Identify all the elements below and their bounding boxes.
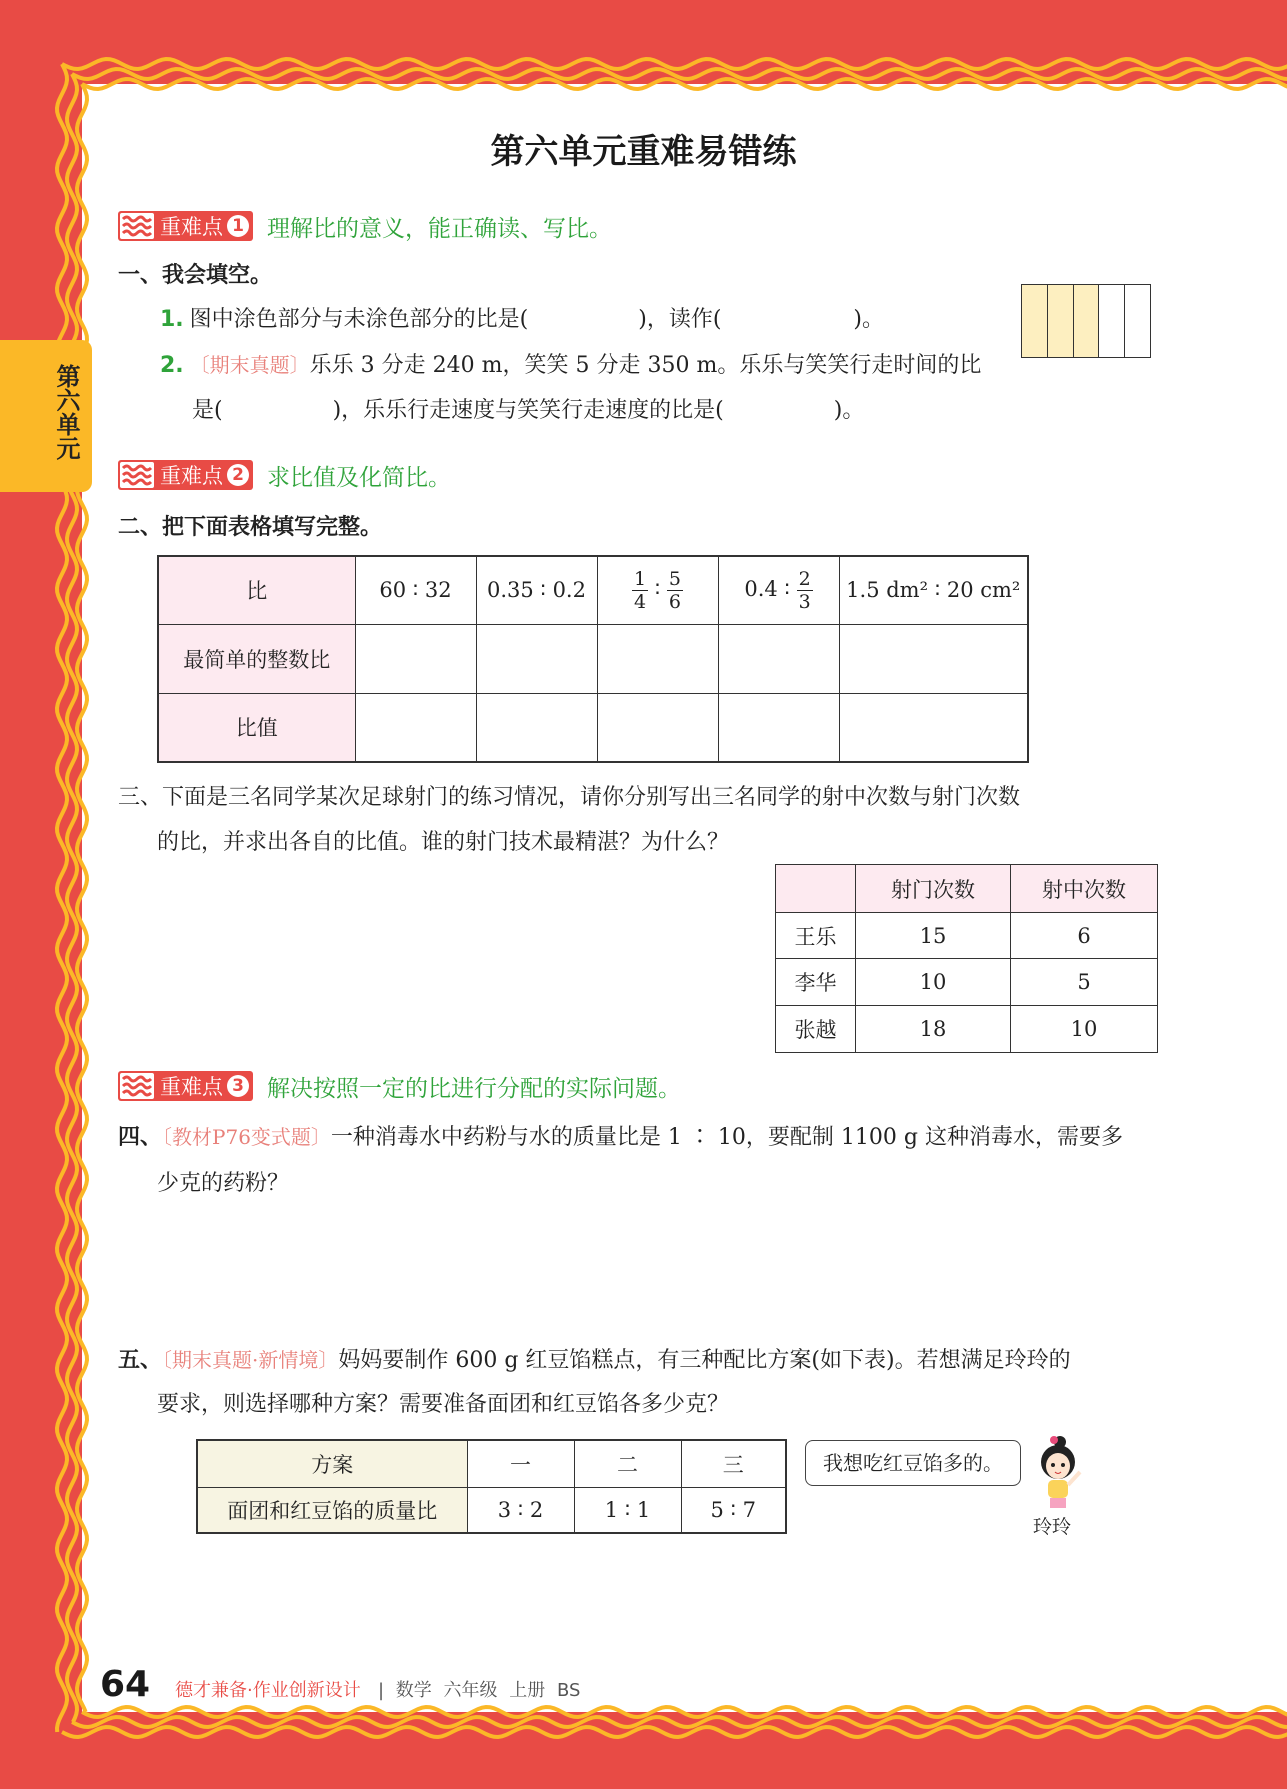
source-tag: 〔期末真题〕: [189, 353, 310, 377]
denominator: 4: [633, 590, 647, 613]
row-header: 比值: [158, 693, 355, 762]
answer-cell[interactable]: [355, 624, 476, 693]
unshaded-cell: [1124, 285, 1150, 357]
shaded-cell: [1073, 285, 1099, 357]
question-text-line2: 是( )，乐乐行走速度与笑笑行走速度的比是( )。: [192, 398, 865, 423]
question-5: [118, 1343, 1071, 1374]
question-4-text-line2: 少克的药粉？: [157, 1171, 290, 1196]
speech-bubble: 我想吃红豆馅多的。: [805, 1440, 1021, 1486]
key-point-header-1: [118, 211, 612, 241]
ratio-cell: 0.35 ∶ 0.2: [476, 556, 597, 624]
key-point-badge: [118, 1071, 253, 1101]
hits-cell: 6: [1011, 913, 1158, 959]
ratio-term: 0.4: [744, 576, 778, 601]
answer-cell[interactable]: [355, 693, 476, 762]
key-point-header-2: [118, 460, 451, 490]
shots-cell: 10: [856, 959, 1011, 1006]
bottom-wave-line: [72, 1717, 1287, 1727]
student-name: 张越: [776, 1006, 856, 1053]
badge-number: 3: [227, 1075, 249, 1097]
unit-side-tab-label: 第六单元: [52, 364, 80, 460]
ratio-cell: 5 ∶ 7: [681, 1487, 786, 1533]
header-cell: 射中次数: [1011, 865, 1158, 913]
answer-cell[interactable]: [597, 624, 718, 693]
shaded-bar-figure: [1021, 284, 1151, 358]
student-name: 李华: [776, 959, 856, 1006]
table-row: [776, 913, 1158, 959]
badge-label: 重难点: [160, 464, 223, 488]
question-3-text: 三、下面是三名同学某次足球射门的练习情况，请你分别写出三名同学的射中次数与射门次数: [118, 785, 1021, 810]
source-tag: 〔期末真题·新情境〕: [162, 1348, 339, 1372]
waves-icon: [120, 462, 154, 488]
answer-cell[interactable]: [839, 693, 1028, 762]
hits-cell: 10: [1011, 1006, 1158, 1053]
badge-label: 重难点: [160, 215, 223, 239]
recipe-table: [196, 1439, 787, 1534]
waves-icon: [120, 1073, 154, 1099]
key-point-title: 解决按照一定的比进行分配的实际问题。: [267, 1075, 681, 1102]
girl-character-illustration: [1022, 1430, 1092, 1515]
page-number: 64: [100, 1664, 151, 1705]
answer-cell[interactable]: [597, 693, 718, 762]
page-title: 第六单元重难易错练: [490, 132, 797, 172]
shooting-table: [775, 864, 1158, 1053]
ratio-cell: 1 ∶ 1: [574, 1487, 681, 1533]
section-heading-2: 二、把下面表格填写完整。: [118, 515, 383, 540]
key-point-title: 求比值及化简比。: [267, 464, 451, 491]
header-cell: 方案: [197, 1440, 467, 1487]
key-point-badge: [118, 211, 253, 241]
key-point-badge: [118, 460, 253, 490]
key-point-header-3: [118, 1071, 681, 1101]
ratio-table: [157, 555, 1029, 763]
shaded-cell: [1047, 285, 1073, 357]
denominator: 3: [798, 590, 811, 613]
unit-side-tab: [0, 340, 92, 492]
question-5-text-line2: 要求，则选择哪种方案？需要准备面团和红豆馅各多少克？: [157, 1392, 730, 1417]
answer-cell[interactable]: [476, 693, 597, 762]
question-text: 妈妈要制作 600 g 红豆馅糕点，有三种配比方案(如下表)。若想满足玲玲的: [338, 1348, 1071, 1373]
badge-label: 重难点: [160, 1075, 223, 1099]
numerator: 1: [633, 567, 647, 590]
row-header: 比: [158, 556, 355, 624]
header-cell: 面团和红豆馅的质量比: [197, 1487, 467, 1533]
badge-number: 2: [227, 464, 249, 486]
ratio-cell: 60 ∶ 32: [355, 556, 476, 624]
shots-cell: 15: [856, 913, 1011, 959]
question-2: [160, 348, 981, 379]
denominator: 6: [668, 590, 681, 613]
waves-icon: [120, 213, 154, 239]
plan-cell: 三: [681, 1440, 786, 1487]
header-cell: 射门次数: [856, 865, 1011, 913]
ratio-cell: 3 ∶ 2: [467, 1487, 574, 1533]
source-tag: 〔教材P76变式题〕: [162, 1125, 331, 1149]
table-row: [776, 1006, 1158, 1053]
badge-number: 1: [227, 215, 249, 237]
question-4: [118, 1120, 1123, 1151]
shaded-cell: [1022, 285, 1047, 357]
question-1: [160, 302, 884, 333]
numerator: 5: [668, 567, 681, 590]
answer-cell[interactable]: [718, 693, 839, 762]
answer-cell[interactable]: [476, 624, 597, 693]
table-row: [776, 959, 1158, 1006]
unshaded-cell: [1098, 285, 1124, 357]
footer-book-info: | 数学 六年级 上册 BS: [378, 1680, 581, 1701]
question-3-text-line2: 的比，并求出各自的比值。谁的射门技术最精湛？为什么？: [157, 830, 730, 855]
numerator: 2: [798, 567, 811, 590]
question-number: 五、: [118, 1348, 163, 1373]
student-name: 王乐: [776, 913, 856, 959]
answer-cell[interactable]: [839, 624, 1028, 693]
question-number: 四、: [118, 1125, 163, 1150]
shots-cell: 18: [856, 1006, 1011, 1053]
question-text: 一种消毒水中药粉与水的质量比是 1 ∶ 10，要配制 1100 g 这种消毒水，需要多: [330, 1125, 1123, 1150]
plan-cell: 二: [574, 1440, 681, 1487]
ratio-cell: $\frac{1}{4}$ ∶ $\frac{5}{6}$: [597, 556, 718, 624]
key-point-title: 理解比的意义，能正确读、写比。: [267, 215, 612, 242]
question-text: 乐乐 3 分走 240 m，笑笑 5 分走 350 m。乐乐与笑笑行走时间的比: [309, 353, 982, 378]
section-heading-1: 一、我会填空。: [118, 263, 273, 288]
question-text: 图中涂色部分与未涂色部分的比是( )，读作( )。: [189, 307, 885, 332]
header-cell: [776, 865, 856, 913]
top-wave-line: [62, 59, 1287, 69]
question-number: 1.: [160, 307, 184, 332]
plan-cell: 一: [467, 1440, 574, 1487]
character-name: 玲玲: [1033, 1516, 1072, 1538]
ratio-cell: 1.5 dm² ∶ 20 cm²: [839, 556, 1028, 624]
footer-brand: 德才兼备·作业创新设计: [175, 1680, 361, 1701]
question-number: 2.: [160, 353, 184, 378]
hits-cell: 5: [1011, 959, 1158, 1006]
answer-cell[interactable]: [718, 624, 839, 693]
row-header: 最简单的整数比: [158, 624, 355, 693]
ratio-cell: 0.4 ∶ $\frac{2}{3}$: [718, 556, 839, 624]
